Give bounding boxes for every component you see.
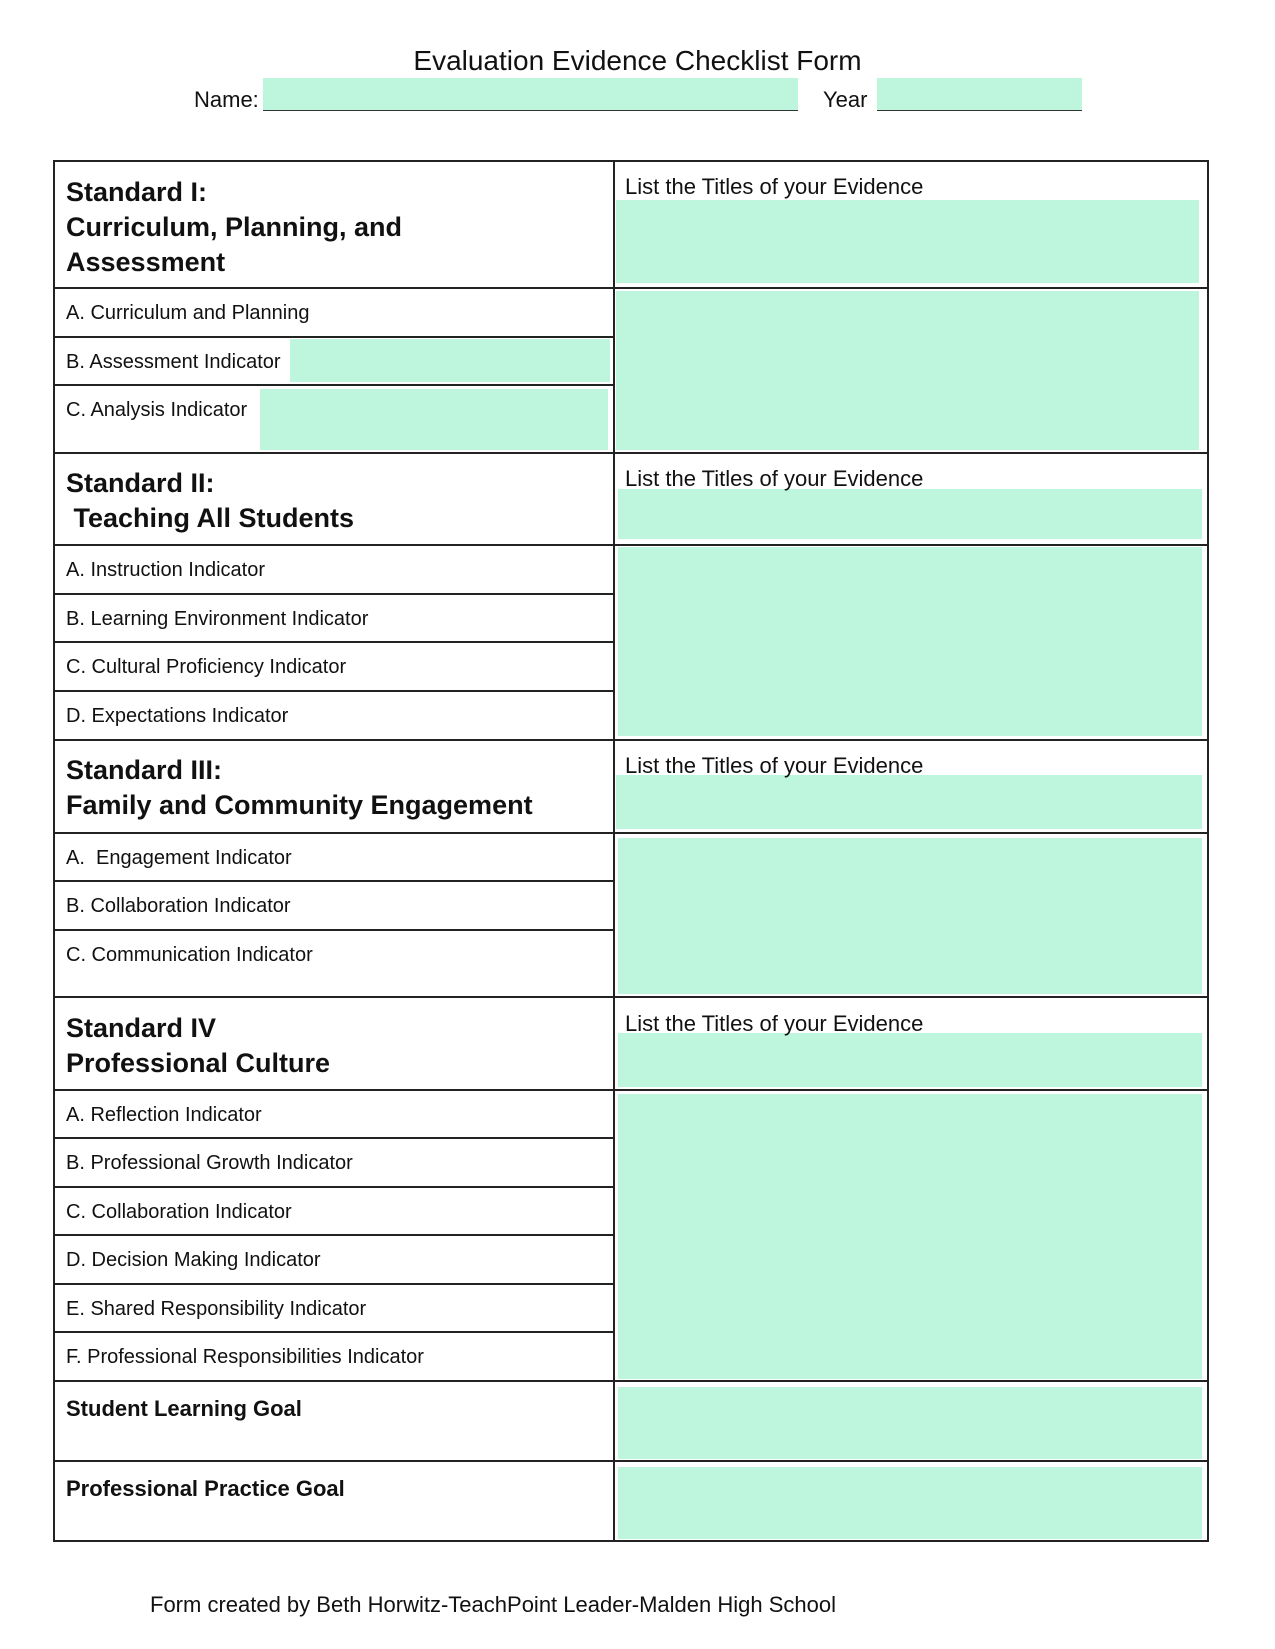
name-underline bbox=[263, 110, 798, 111]
assessment-indicator-field[interactable] bbox=[290, 339, 610, 382]
standard-2-indicator-a: A. Instruction Indicator bbox=[66, 559, 265, 581]
evidence-title-field-3[interactable] bbox=[616, 775, 1202, 829]
name-field[interactable] bbox=[263, 78, 798, 110]
standard-2-indicator-c: C. Cultural Proficiency Indicator bbox=[66, 656, 347, 678]
year-label: Year bbox=[823, 87, 868, 112]
standard-3-evidence-heading: List the Titles of your Evidence bbox=[625, 753, 924, 778]
standard-3-indicator-c: C. Communication Indicator bbox=[66, 944, 313, 966]
footer-credit: Form created by Beth Horwitz-TeachPoint Leader-Malden High School bbox=[150, 1592, 836, 1617]
standard-1-evidence-heading: List the Titles of your Evidence bbox=[625, 174, 924, 199]
standard-4-indicator-e: E. Shared Responsibility Indicator bbox=[66, 1298, 367, 1320]
standard-4-indicator-b: B. Professional Growth Indicator bbox=[66, 1152, 353, 1174]
standard-3-indicator-b: B. Collaboration Indicator bbox=[66, 895, 291, 917]
evidence-field-3[interactable] bbox=[618, 838, 1202, 994]
evidence-field-1[interactable] bbox=[616, 291, 1199, 450]
standard-4-indicator-c: C. Collaboration Indicator bbox=[66, 1201, 292, 1223]
evidence-title-field-4[interactable] bbox=[618, 1033, 1202, 1087]
standard-1-indicator-c: C. Analysis Indicator bbox=[66, 399, 248, 421]
year-field[interactable] bbox=[877, 78, 1082, 110]
evidence-title-field-1[interactable] bbox=[616, 200, 1199, 283]
standard-1-indicator-b: B. Assessment Indicator bbox=[66, 351, 281, 373]
standard-4-title: Standard IV Professional Culture bbox=[66, 1013, 331, 1078]
professional-practice-goal-field[interactable] bbox=[618, 1467, 1202, 1539]
standard-4-indicator-f: F. Professional Responsibilities Indicator bbox=[66, 1346, 424, 1368]
standard-2-indicator-d: D. Expectations Indicator bbox=[66, 705, 289, 727]
standard-3-title: Standard III: Family and Community Engagement bbox=[66, 755, 533, 820]
evidence-field-2[interactable] bbox=[618, 547, 1202, 736]
analysis-indicator-field[interactable] bbox=[260, 389, 608, 450]
student-learning-goal-field[interactable] bbox=[618, 1387, 1202, 1459]
standard-4-indicator-d: D. Decision Making Indicator bbox=[66, 1249, 321, 1271]
evidence-field-4[interactable] bbox=[618, 1094, 1202, 1379]
page-title: Evaluation Evidence Checklist Form bbox=[413, 45, 862, 76]
professional-practice-goal-label: Professional Practice Goal bbox=[66, 1476, 345, 1501]
standard-2-title: Standard II: Teaching All Students bbox=[66, 468, 355, 533]
student-learning-goal-label: Student Learning Goal bbox=[66, 1396, 302, 1421]
standard-4-evidence-heading: List the Titles of your Evidence bbox=[625, 1011, 924, 1036]
standard-3-indicator-a: A. Engagement Indicator bbox=[66, 847, 292, 869]
standard-2-indicator-b: B. Learning Environment Indicator bbox=[66, 608, 369, 630]
standard-1-title: Standard I: Curriculum, Planning, and Assessment bbox=[66, 177, 403, 277]
evidence-title-field-2[interactable] bbox=[618, 489, 1202, 539]
standard-4-indicator-a: A. Reflection Indicator bbox=[66, 1104, 262, 1126]
standard-2-evidence-heading: List the Titles of your Evidence bbox=[625, 466, 924, 491]
name-label: Name: bbox=[194, 87, 259, 112]
standard-1-indicator-a: A. Curriculum and Planning bbox=[66, 302, 310, 324]
year-underline bbox=[877, 110, 1082, 111]
